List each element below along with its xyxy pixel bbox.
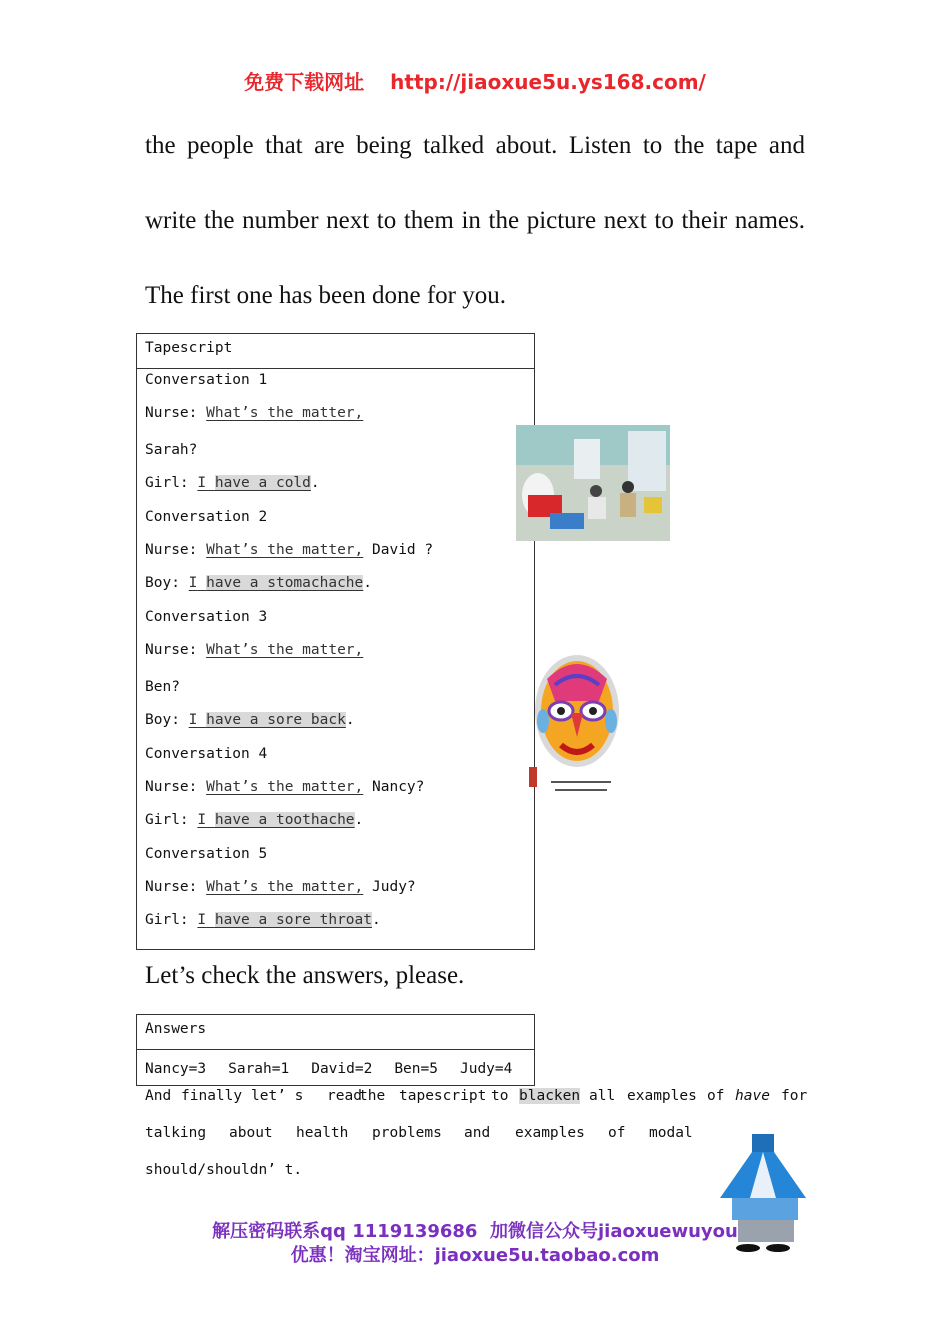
punct: . <box>310 475 320 491</box>
answers-title: Answers <box>137 1015 534 1050</box>
intro-line-1: the people that are being talked about. Listen to the tape and <box>145 132 805 159</box>
punct: . <box>354 812 364 828</box>
answers-table <box>136 1014 535 1086</box>
speaker-label: Girl: <box>145 912 189 928</box>
answer-highlight: have a toothache <box>214 812 355 828</box>
answers-list <box>145 1061 512 1077</box>
answer-item: Sarah=1 <box>228 1061 290 1077</box>
page-header <box>0 66 950 95</box>
final-word: and <box>464 1125 491 1141</box>
conversation-3-nurse-line <box>145 642 363 658</box>
conversation-3-title: Conversation 3 <box>145 609 268 625</box>
final-word: let’ s <box>251 1088 304 1104</box>
nurse-question: What’s the matter, <box>206 405 364 421</box>
conversation-4-girl-line <box>145 812 363 828</box>
conversation-4-nurse-line <box>145 779 424 795</box>
final-word: modal <box>649 1125 693 1141</box>
conversation-5-girl-line <box>145 912 381 928</box>
tapescript-table <box>136 333 535 950</box>
final-word: about <box>229 1125 273 1141</box>
speaker-label: Nurse: <box>145 642 198 658</box>
footer-text: 解压密码联系 <box>212 1221 321 1242</box>
final-word: read <box>327 1088 362 1104</box>
conversation-1-title: Conversation 1 <box>145 372 268 388</box>
conversation-2-boy-line <box>145 575 372 591</box>
speaker-label: Girl: <box>145 475 189 491</box>
speaker-label: Nurse: <box>145 779 198 795</box>
answer-highlight: have a sore back <box>206 712 346 728</box>
conversation-2-nurse-line <box>145 542 433 558</box>
speaker-label: Boy: <box>145 575 180 591</box>
footer-text: 优惠！淘宝网址： <box>290 1245 435 1266</box>
conversation-3-boy-line <box>145 712 355 728</box>
answer-start: I <box>197 475 207 491</box>
check-paragraph <box>145 938 805 1013</box>
conversation-2-title: Conversation 2 <box>145 509 268 525</box>
conversation-5-nurse-line <box>145 879 416 895</box>
header-label: 免费下载网址 <box>244 70 365 94</box>
check-text: Let’s check the answers, please. <box>145 962 465 989</box>
opera-mask-image <box>525 649 635 799</box>
nurse-question: What’s the matter, <box>206 779 364 795</box>
answer-item: Nancy=3 <box>145 1061 207 1077</box>
conversation-1-nurse-name: Sarah? <box>145 442 198 458</box>
final-word: tapescript <box>399 1088 487 1104</box>
intro-line-3: The first one has been done for you. <box>145 282 506 309</box>
conversation-1-girl-line <box>145 475 320 491</box>
footer-line-2 <box>0 1244 950 1268</box>
final-word: problems <box>372 1125 442 1141</box>
final-instruction <box>145 1088 808 1188</box>
clinic-photo <box>516 425 670 541</box>
conversation-1-nurse-line <box>145 405 363 421</box>
nurse-name: Nancy? <box>372 779 425 795</box>
footer-line-1 <box>0 1220 950 1244</box>
nurse-question: What’s the matter, <box>206 542 364 558</box>
footer-wechat: jiaoxuewuyou <box>597 1221 738 1242</box>
nurse-question: What’s the matter, <box>206 879 364 895</box>
answers-row <box>137 1050 534 1085</box>
final-line-3: should/shouldn’ t. <box>145 1162 303 1178</box>
final-word-highlight: blacken <box>519 1088 581 1104</box>
final-word: the <box>359 1088 386 1104</box>
conversation-4-title: Conversation 4 <box>145 746 268 762</box>
final-word: examples <box>627 1088 697 1104</box>
answer-start: I <box>188 712 198 728</box>
final-word: finally <box>181 1088 243 1104</box>
answer-item: Judy=4 <box>459 1061 513 1077</box>
tapescript-title: Tapescript <box>137 334 534 369</box>
answer-highlight: have a stomachache <box>206 575 364 591</box>
conversation-5-title: Conversation 5 <box>145 846 268 862</box>
answer-item: Ben=5 <box>394 1061 438 1077</box>
speaker-label: Boy: <box>145 712 180 728</box>
speaker-label: Nurse: <box>145 405 198 421</box>
punct: . <box>363 575 372 591</box>
final-word-italic: have <box>735 1088 770 1104</box>
answer-start: I <box>197 912 207 928</box>
header-url[interactable]: http://jiaoxue5u.ys168.com/ <box>390 70 706 94</box>
speaker-label: Nurse: <box>145 879 198 895</box>
footer-text: 加微信公众号 <box>489 1221 598 1242</box>
answer-item: David=2 <box>311 1061 373 1077</box>
intro-line-2: write the number next to them in the picture next to their names. <box>145 207 805 234</box>
final-word: of <box>608 1125 626 1141</box>
punct: . <box>345 712 355 728</box>
answer-start: I <box>188 575 198 591</box>
final-word: all <box>589 1088 616 1104</box>
nurse-name: Judy? <box>372 879 416 895</box>
speaker-label: Nurse: <box>145 542 198 558</box>
final-word: for <box>781 1088 808 1104</box>
final-word: to <box>491 1088 509 1104</box>
punct: . <box>372 912 381 928</box>
tapescript-body <box>137 369 534 949</box>
nurse-name: David ? <box>372 542 434 558</box>
intro-paragraph <box>145 108 805 333</box>
speaker-label: Girl: <box>145 812 189 828</box>
final-word: And <box>145 1088 172 1104</box>
footer-qq: qq 1119139686 <box>320 1221 478 1242</box>
answer-highlight: have a cold <box>214 475 311 491</box>
final-word: talking <box>145 1125 207 1141</box>
nurse-question: What’s the matter, <box>206 642 364 658</box>
conversation-3-nurse-name: Ben? <box>145 679 180 695</box>
final-word: health <box>296 1125 349 1141</box>
page-footer <box>0 1220 950 1268</box>
final-word: examples <box>515 1125 585 1141</box>
footer-taobao-link[interactable]: jiaoxue5u.taobao.com <box>434 1245 660 1266</box>
answer-highlight: have a sore throat <box>214 912 372 928</box>
final-word: of <box>707 1088 725 1104</box>
answer-start: I <box>197 812 207 828</box>
